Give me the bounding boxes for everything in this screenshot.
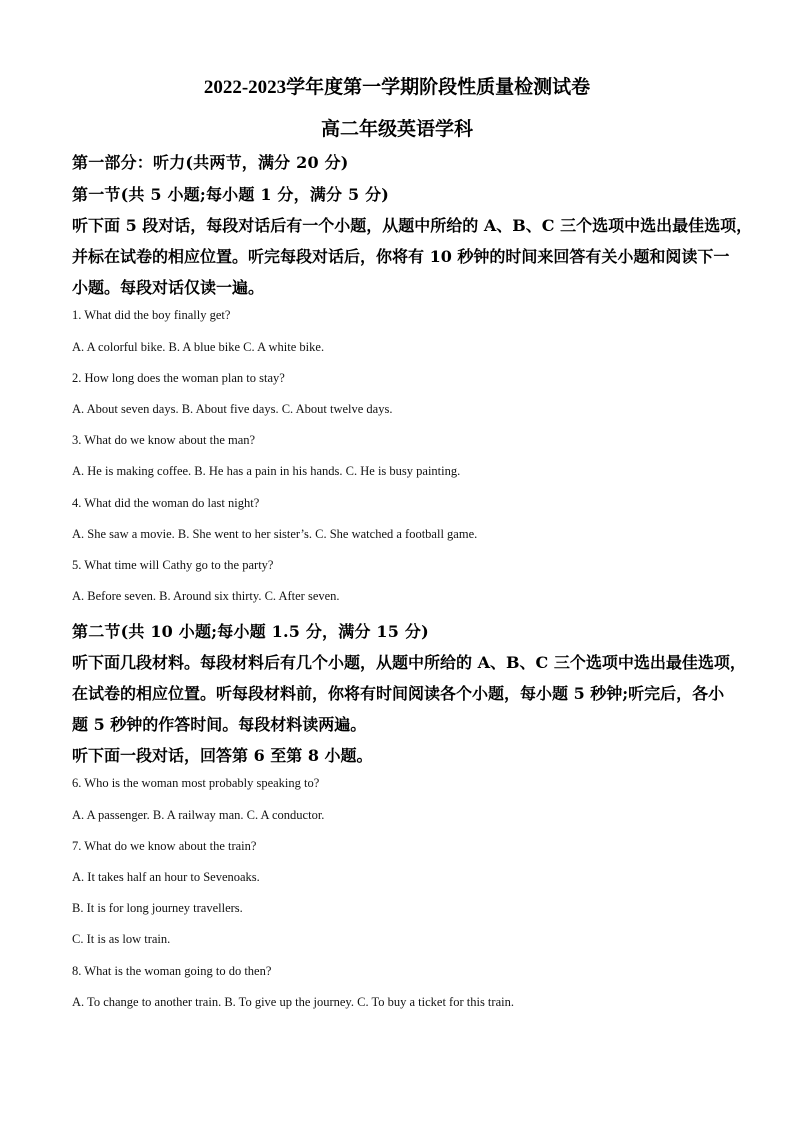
instruction-line: 听下面几段材料。每段材料后有几个小题，从题中所给的 A、B、C 三个选项中选出最佳选项， <box>72 653 746 672</box>
question-options: A. A passenger. B. A railway man. C. A conductor. <box>72 808 325 822</box>
section-heading: 第一节(共 5 小题;每小题 1 分，满分 5 分) <box>72 185 390 204</box>
instruction-line: 并标在试卷的相应位置。听完每段对话后，你将有 10 秒钟的时间来回答有关小题和阅读下一 <box>72 247 730 266</box>
part-heading: 第一部分：听力(共两节，满分 20 分) <box>72 153 349 172</box>
page-subtitle: 高二年级英语学科 <box>320 119 473 140</box>
question-options: A. He is making coffee. B. He has a pain in his hands. C. He is busy painting. <box>72 464 461 478</box>
question-text: 6. Who is the woman most probably speaking to? <box>72 776 320 790</box>
question-text: 3. What do we know about the man? <box>72 433 256 447</box>
question-options: A. Before seven. B. Around six thirty. C. After seven. <box>72 589 340 603</box>
instruction-line: 小题。每段对话仅读一遍。 <box>72 278 265 297</box>
question-option: C. It is as low train. <box>72 932 171 946</box>
question-text: 1. What did the boy finally get? <box>72 308 231 322</box>
section-heading: 第二节(共 10 小题;每小题 1.5 分，满分 15 分) <box>72 622 429 641</box>
instruction-line: 在试卷的相应位置。听每段材料前，你将有时间阅读各个小题，每小题 5 秒钟;听完后，各小 <box>72 684 725 703</box>
question-text: 5. What time will Cathy go to the party? <box>72 558 274 572</box>
question-text: 2. How long does the woman plan to stay? <box>72 371 285 385</box>
question-options: A. About seven days. B. About five days. C. About twelve days. <box>72 402 393 416</box>
instruction-line: 听下面 5 段对话，每段对话后有一个小题，从题中所给的 A、B、C 三个选项中选出最佳选项， <box>72 216 753 235</box>
question-text: 8. What is the woman going to do then? <box>72 964 272 978</box>
question-option: B. It is for long journey travellers. <box>72 901 243 915</box>
instruction-line: 题 5 秒钟的作答时间。每段材料读两遍。 <box>72 715 367 734</box>
question-text: 7. What do we know about the train? <box>72 839 257 853</box>
page-title: 2022-2023学年度第一学期阶段性质量检测试卷 <box>203 77 591 98</box>
question-options: A. To change to another train. B. To give up the journey. C. To buy a ticket for this train. <box>72 995 514 1009</box>
question-options: A. She saw a movie. B. She went to her sister’s. C. She watched a football game. <box>72 527 478 541</box>
question-text: 4. What did the woman do last night? <box>72 496 260 510</box>
sub-instruction: 听下面一段对话，回答第 6 至第 8 小题。 <box>72 746 373 765</box>
question-options: A. A colorful bike. B. A blue bike C. A white bike. <box>72 340 325 354</box>
question-option: A. It takes half an hour to Sevenoaks. <box>72 870 260 884</box>
